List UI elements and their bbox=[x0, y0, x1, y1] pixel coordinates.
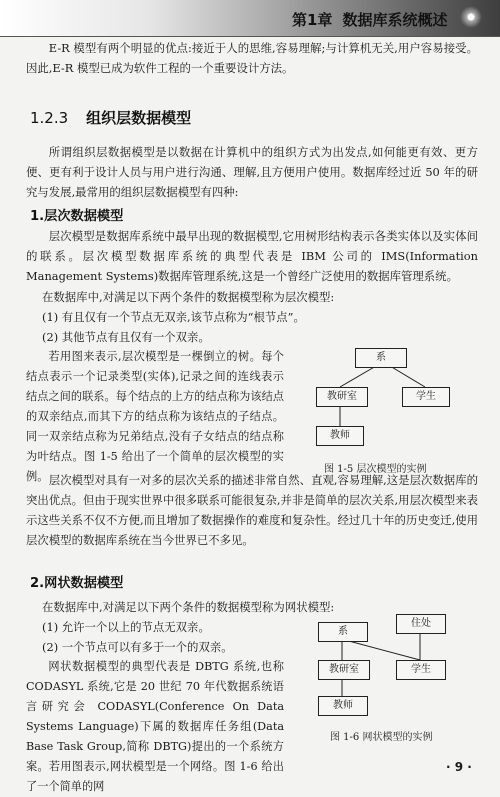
node-office-net: 教研室 bbox=[318, 660, 370, 680]
figure-1-6-caption: 图 1-6 网状模型的实例 bbox=[330, 732, 433, 743]
chapter-title: 数据库系统概述 bbox=[342, 11, 448, 29]
hierarchical-paragraph-2: 若用图来表示,层次模型是一棵倒立的树。每个结点表示一个记录类型(实体),记录之间的连线表示结点之间的联系。每个结点的上方的结点称为该结点的双亲结点,而其下方的结点称为该结点的子结点。同一双亲结点称为兄弟结点,没有子女结点的结点称为叶结点。图 1-5 给出了一个简单的层次模型的实例。 bbox=[26, 350, 284, 483]
section-intro-paragraph: 所谓组织层数据模型是以数据在计算机中的组织方式为出发点,如何能更有效、更方便、更有利于设计人员与用户进行沟通、理解,且方便用户使用。数据库经过近 50 年的研究与发展,最常用的组织层数据模型有四种: bbox=[26, 145, 478, 199]
node-student-net: 学生 bbox=[396, 660, 446, 680]
node-office: 教研室 bbox=[316, 387, 368, 407]
network-condition-1: (1) 允许一个以上的节点无双亲。 bbox=[42, 620, 210, 634]
node-dept-net: 系 bbox=[318, 622, 368, 642]
hierarchical-condition-2: (2) 其他节点有且仅有一个双亲。 bbox=[42, 330, 210, 344]
network-conditions-lead: 在数据库中,对满足以下两个条件的数据模型称为网状模型: bbox=[42, 600, 335, 614]
edge-dept-student-net bbox=[345, 640, 420, 660]
section-number: 1.2.3 bbox=[30, 109, 69, 127]
node-student: 学生 bbox=[402, 387, 450, 407]
hierarchical-conditions-lead: 在数据库中,对满足以下两个条件的数据模型称为层次模型: bbox=[42, 290, 335, 304]
node-dorm-net: 住处 bbox=[396, 614, 446, 634]
network-condition-2: (2) 一个节点可以有多于一个的双亲。 bbox=[42, 640, 233, 654]
figure-1-5-caption: 图 1-5 层次模型的实例 bbox=[324, 464, 427, 475]
section-title: 组织层数据模型 bbox=[86, 109, 192, 127]
chapter-label: 第1章 bbox=[292, 11, 333, 29]
subheading-network: 2.网状数据模型 bbox=[30, 576, 124, 591]
hierarchical-paragraph-1: 层次模型是数据库系统中最早出现的数据模型,它用树形结构表示各类实体以及实体间的联系。层次模型数据库系统的典型代表是 IBM 公司的 IMS(Information Management Systems)数据库管理系统,这是一个曾经广泛使用的数据库管理系统。 bbox=[26, 229, 478, 283]
hierarchical-paragraph-3: 层次模型对具有一对多的层次关系的描述非常自然、直观,容易理解,这是层次数据库的突出优点。但由于现实世界中很多联系可能很复杂,并非是简单的层次关系,用层次模型来表示这些关系不仅不方便,而且增加了数据操作的难度和复杂性。经过几十年的历史变迁,使用层次模型的数据库系统在当今世界已不多见。 bbox=[26, 473, 478, 547]
page-number: · 9 · bbox=[446, 760, 472, 774]
subheading-hierarchical: 1.层次数据模型 bbox=[30, 209, 124, 224]
hierarchical-condition-1: (1) 有且仅有一个节点无双亲,该节点称为“根节点”。 bbox=[42, 310, 305, 324]
node-teacher: 教师 bbox=[316, 426, 364, 446]
network-paragraph-1: 网状数据模型的典型代表是 DBTG 系统,也称 CODASYL 系统,它是 20 世纪 70 年代数据系统语言研究会 CODASYL(Conference On Data Systems Language)下属的数据库任务组(Data Base Task Group,简称 DBTG)提出的一个系统方案。若用图表示,网状模型是一个网络。图 1-6 给出了一个简单的网 bbox=[26, 660, 284, 793]
node-dept: 系 bbox=[355, 348, 407, 368]
node-teacher-net: 教师 bbox=[318, 696, 368, 716]
intro-paragraph: E-R 模型有两个明显的优点:接近于人的思维,容易理解;与计算机无关,用户容易接受。因此,E-R 模型已成为软件工程的一个重要设计方法。 bbox=[26, 41, 478, 75]
